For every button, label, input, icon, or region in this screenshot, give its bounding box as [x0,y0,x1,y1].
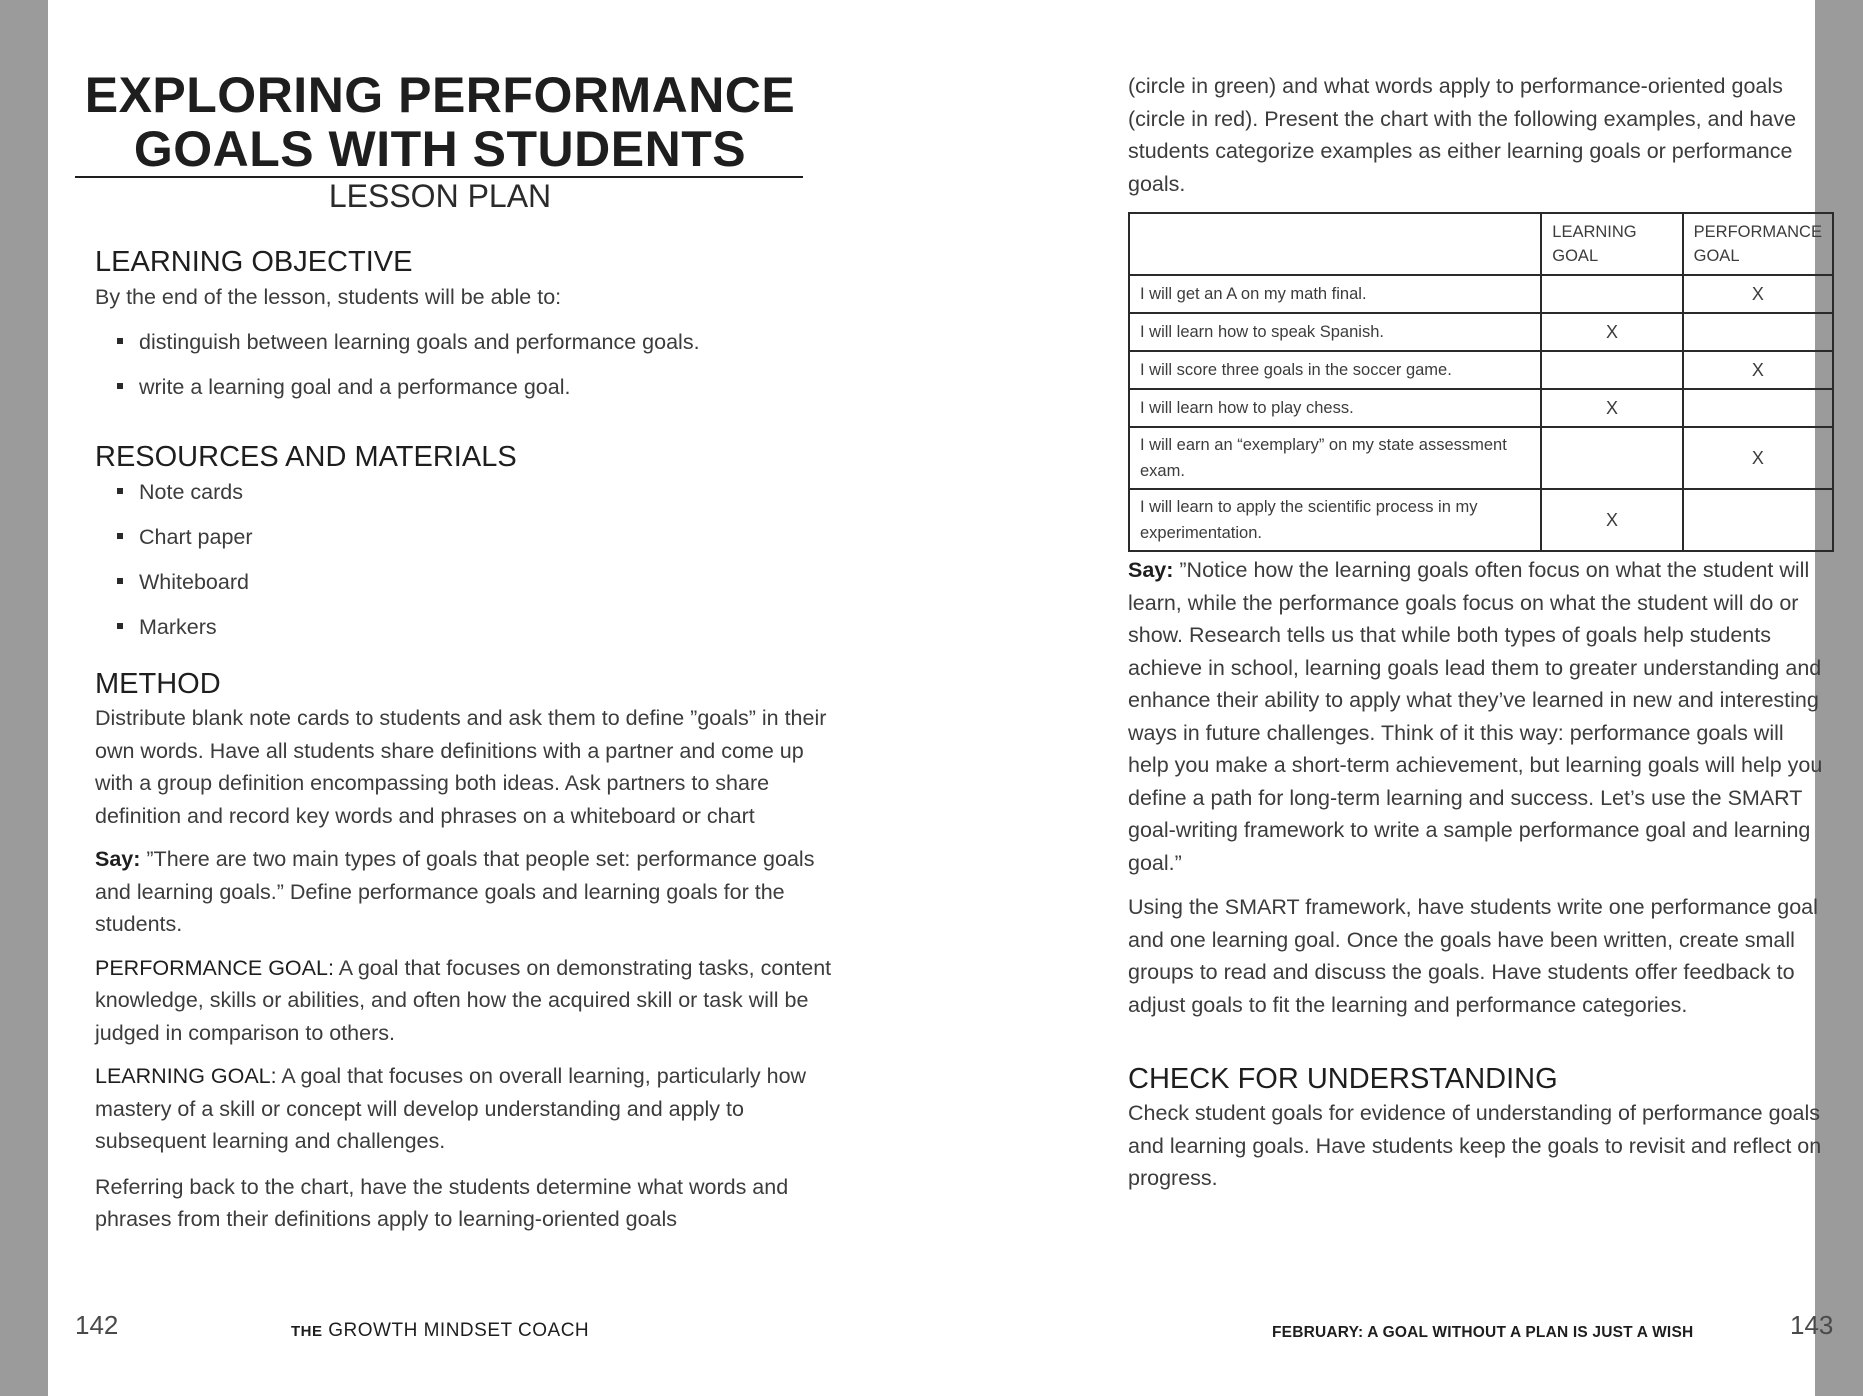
table-row [1129,427,1833,489]
say-text: ”Notice how the learning goals often focus on what the student will learn, while the performance goals focus on what the student will do or show. Research tells us that while both types of goals help students achieve in school, learning goals lead them to greater understanding and enhance their ability to apply what they’ve learned in new and interesting ways in future challenges. Think of it this way: performance goals will help you make a short-term achievement, but learning goals will help you define a path for long-term learning and success. Let’s use the SMART goal-writing framework to write a sample performance goal and learning goal.” [1128,558,1823,875]
check-understanding-text: Check student goals for evidence of understanding of performance goals and learning goals. Have students keep the goals to revisit and reflect on progress. [1128,1101,1822,1190]
learning-mark-cell: X [1541,389,1682,427]
right-page [948,0,1834,1396]
method-heading: METHOD [95,668,221,700]
page-subtitle: LESSON PLAN [328,178,552,214]
goal-text-cell: I will learn how to play chess. [1129,389,1541,427]
resources-section [95,439,835,643]
goal-text-cell: I will earn an “exemplary” on my state assessment exam. [1129,427,1541,489]
list-item-text: Whiteboard [139,570,249,594]
learning-objective-list [95,326,835,403]
list-item [95,566,835,598]
learning-goal-text: A goal that focuses on overall learning, particularly how mastery of a skill or concept will develop understanding and apply to subsequent learning and challenges. [95,1064,807,1153]
performance-mark-cell [1683,489,1833,551]
footer-book-title: GROWTH MINDSET COACH [322,1320,590,1341]
method-say-paragraph [95,843,840,941]
bullet-icon [117,623,123,629]
learning-goal-label: LEARNING GOAL: [95,1064,277,1088]
say-paragraph [1128,554,1828,879]
learning-mark-cell: X [1541,489,1682,551]
table-row [1129,489,1833,551]
chart-referral-paragraph: Referring back to the chart, have the students determine what words and phrases from their definitions apply to learning-oriented goals [95,1174,789,1231]
check-understanding-heading: CHECK FOR UNDERSTANDING [1128,1063,1558,1095]
page-number-right: 143 [1790,1310,1834,1340]
page-number-left: 142 [75,1310,119,1340]
performance-goal-definition [95,952,840,1050]
performance-mark-cell: X [1683,351,1833,389]
performance-mark-cell: X [1683,275,1833,313]
resources-list [95,476,835,643]
learning-goal-definition [95,1060,840,1158]
list-item [95,476,835,508]
table-row [1129,389,1833,427]
bullet-icon [117,488,123,494]
table-header-cell [1129,213,1541,275]
book-spread [48,0,1834,1396]
bullet-icon [117,383,123,389]
method-paragraph: Distribute blank note cards to students and ask them to define ”goals” in their own words. Have all students share definitions with a partner and come up with a group definition encompassing both ideas. Ask partners to share definition and record key words and phrases on a whiteboard or chart [95,706,827,828]
learning-objective-heading: LEARNING OBJECTIVE [95,246,413,278]
learning-objective-intro: By the end of the lesson, students will be able to: [95,285,562,309]
table-row [1129,275,1833,313]
bullet-icon [117,338,123,344]
bullet-icon [117,533,123,539]
intro-paragraph: (circle in green) and what words apply to performance-oriented goals (circle in red). Present the chart with the following examples, and have students categorize examples as either learning goals or performance goals. [1128,74,1797,196]
goal-text-cell: I will learn to apply the scientific process in my experimentation. [1129,489,1541,551]
say-label: Say: [95,847,141,871]
table-header-cell: PERFORMANCE GOAL [1683,213,1833,275]
table-row [1129,313,1833,351]
list-item-text: Note cards [139,480,243,504]
learning-mark-cell [1541,351,1682,389]
list-item [95,326,835,358]
list-item-text: write a learning goal and a performance goal. [139,374,571,399]
table-row [1129,351,1833,389]
left-page [48,0,948,1396]
learning-mark-cell [1541,427,1682,489]
running-footer-right: FEBRUARY: A GOAL WITHOUT A PLAN IS JUST A WISH [1272,1324,1694,1341]
title-line-2: GOALS WITH STUDENTS [133,121,747,177]
list-item [95,611,835,643]
list-item [95,371,835,403]
goal-text-cell: I will learn how to speak Spanish. [1129,313,1541,351]
goals-table [1128,212,1834,552]
table-header-cell: LEARNING GOAL [1541,213,1682,275]
title-line-1: EXPLORING PERFORMANCE [84,67,796,123]
goal-text-cell: I will score three goals in the soccer game. [1129,351,1541,389]
say-label: Say: [1128,558,1174,582]
check-understanding-section [1128,1061,1828,1195]
say-text: ”There are two main types of goals that people set: performance goals and learning goals.” Define performance goals and learning goals for the students. [95,847,815,936]
learning-mark-cell: X [1541,313,1682,351]
performance-goal-label: PERFORMANCE GOAL: [95,955,334,980]
table-header-row [1129,213,1833,275]
smart-paragraph: Using the SMART framework, have students write one performance goal and one learning goal. Once the goals have been written, create small groups to read and discuss the goals. Have students offer feedback to adjust goals to fit the learning and performance categories. [1128,895,1818,1017]
learning-objective-section [95,244,835,403]
list-item-text: Markers [139,615,217,639]
performance-mark-cell [1683,389,1833,427]
performance-goal-text: A goal that focuses on demonstrating tasks, content knowledge, skills or abilities, and often how the acquired skill or task will be judged in comparison to others. [95,955,832,1045]
bullet-icon [117,578,123,584]
resources-heading: RESOURCES AND MATERIALS [95,441,517,473]
footer-the: THE [291,1323,323,1340]
learning-mark-cell [1541,275,1682,313]
list-item-text: distinguish between learning goals and performance goals. [139,329,700,354]
goal-text-cell: I will get an A on my math final. [1129,275,1541,313]
list-item [95,521,835,553]
page-title [75,68,805,176]
running-footer-left [291,1320,589,1342]
performance-mark-cell [1683,313,1833,351]
performance-mark-cell: X [1683,427,1833,489]
list-item-text: Chart paper [139,525,253,549]
method-section [95,666,840,1236]
